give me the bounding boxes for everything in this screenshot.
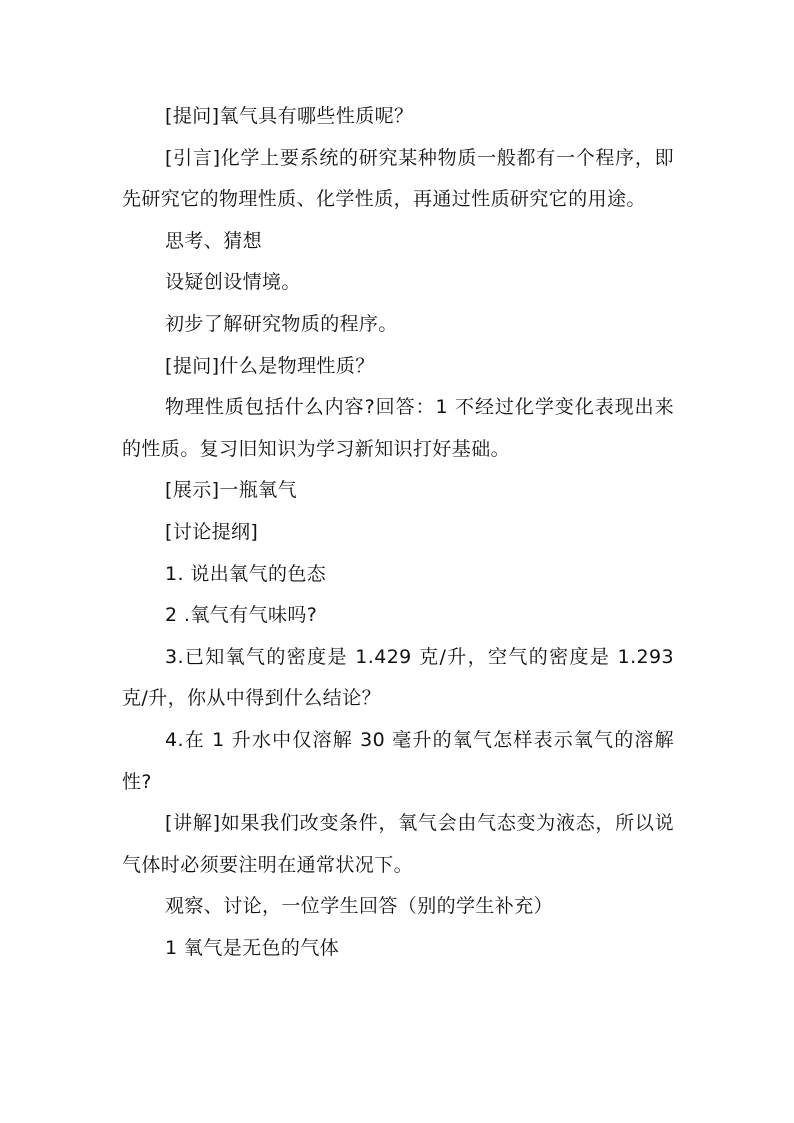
paragraph-introduction: [引言]化学上要系统的研究某种物质一般都有一个程序，即先研究它的物理性质、化学性质，再通过性质研究它的用途。 (122, 146, 674, 211)
document-body (122, 96, 674, 969)
paragraph-discussion-outline: [讨论提纲] (165, 520, 259, 543)
paragraph-create-scenario: 设疑创设情境。 (165, 271, 301, 294)
paragraph-question-oxygen-properties: [提问]氧气具有哪些性质呢？ (165, 105, 414, 127)
paragraph-colorless-gas: 1 氧气是无色的气体 (165, 936, 340, 959)
paragraph-show-bottle: [展示]一瓶氧气 (165, 479, 298, 502)
list-item-color-state: 1. 说出氧气的色态 (165, 562, 327, 585)
paragraph-explanation: [讲解]如果我们改变条件，氧气会由气态变为液态，所以说气体时必须要注明在通常状况下。 (122, 812, 674, 876)
list-item-odor: 2 .氧气有气味吗? (165, 604, 318, 627)
list-item-solubility: 4.在 1 升水中仅溶解 30 毫升的氧气怎样表示氧气的溶解性? (122, 728, 674, 793)
paragraph-physical-property-answer: 物理性质包括什么内容?回答：1 不经过化学变化表现出来的性质。复习旧知识为学习新知识打好基础。 (122, 396, 674, 460)
paragraph-research-procedure: 初步了解研究物质的程序。 (165, 312, 398, 335)
list-item-density: 3.已知氧气的密度是 1.429 克/升，空气的密度是 1.293 克/升，你从中得到什么结论？ (122, 645, 674, 710)
paragraph-think-guess: 思考、猜想 (165, 229, 263, 252)
paragraph-question-physical-property: [提问]什么是物理性质？ (165, 354, 375, 377)
paragraph-observe-discuss: 观察、讨论，一位学生回答（别的学生补充） (165, 895, 554, 918)
